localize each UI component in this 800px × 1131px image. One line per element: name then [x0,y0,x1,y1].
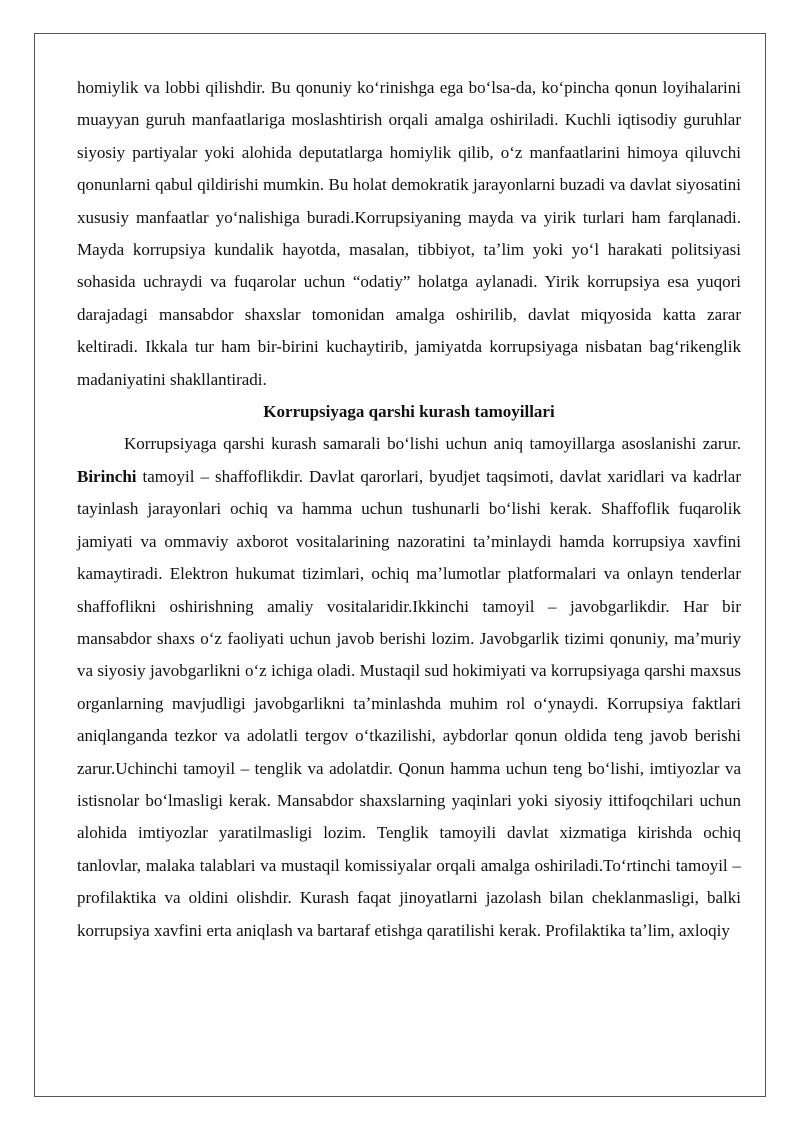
paragraph-text: tamoyil – shaffoflikdir. Davlat qarorlari, byudjet taqsimoti, davlat xaridlari va kadrlar tayinlash jarayonlari ochiq va hamma uchun tushunarli boʻlishi kerak. Shaffoflik fuqarolik jamiyati va ommaviy axborot vositalarining nazoratini taʼminlaydi hamda korrupsiya xavfini kamaytiradi. Elektron hukumat tizimlari, ochiq maʼlumotlar platformalari va onlayn tenderlar shaffoflikni oshirishning amaliy vositalaridir.Ikkinchi tamoyil – javobgarlikdir. Har bir mansabdor shaxs oʻz faoliyati uchun javob berishi lozim. Javobgarlik tizimi qonuniy, maʼmuriy va siyosiy javobgarlikni oʻz ichiga oladi. Mustaqil sud hokimiyati va korrupsiyaga qarshi maxsus organlarning mavjudligi javobgarlikni taʼminlashda muhim rol oʻynaydi. Korrupsiya faktlari aniqlanganda tezkor va adolatli tergov oʻtkazilishi, aybdorlar qonun oldida teng javob berishi zarur.Uchinchi tamoyil – tenglik va adolatdir. Qonun hamma uchun teng boʻlishi, imtiyozlar va istisnolar boʻlmasligi kerak. Mansabdor shaxslarning yaqinlari yoki siyosiy ittifoqchilari uchun alohida imtiyozlar yaratilmasligi lozim. Tenglik tamoyili davlat xizmatiga kirishda ochiq tanlovlar, malaka talablari va mustaqil komissiyalar orqali amalga oshiriladi.Toʻrtinchi tamoyil – profilaktika va oldini olishdir. Kurash faqat jinoyatlarni jazolash bilan cheklanmasligi, balki korrupsiya xavfini erta aniqlash va bartaraf etishga qaratilishi kerak. Profilaktika taʼlim, axloqiy [77,466,741,940]
paragraph-text: Korrupsiyaga qarshi kurash samarali boʻlishi uchun aniq tamoyillarga asoslanishi zarur. [124,434,741,454]
body-paragraph [77,428,741,947]
document-body [77,72,741,947]
section-heading: Korrupsiyaga qarshi kurash tamoyillari [263,402,555,422]
body-paragraph: homiylik va lobbi qilishdir. Bu qonuniy koʻrinishga ega boʻlsa-da, koʻpincha qonun loyihalarini muayyan guruh manfaatlariga moslashtirish orqali amalga oshiriladi. Kuchli iqtisodiy guruhlar siyosiy partiyalar yoki alohida deputatlarga homiylik qilib, oʻz manfaatlarini himoya qiluvchi qonunlarni qabul qildirishi mumkin. Bu holat demokratik jarayonlarni buzadi va davlat siyosatini xususiy manfaatlar yoʻnalishiga buradi.Korrupsiyaning mayda va yirik turlari ham farqlanadi. Mayda korrupsiya kundalik hayotda, masalan, tibbiyot, taʼlim yoki yoʻl harakati politsiyasi sohasida uchraydi va fuqarolar uchun “odatiy” holatga aylanadi. Yirik korrupsiya esa yuqori darajadagi mansabdor shaxslar tomonidan amalga oshirilib, davlat miqyosida katta zarar keltiradi. Ikkala tur ham bir-birini kuchaytirib, jamiyatda korrupsiyaga nisbatan bagʻrikenglik madaniyatini shakllantiradi. [77,78,741,389]
bold-term: Birinchi [77,466,137,486]
